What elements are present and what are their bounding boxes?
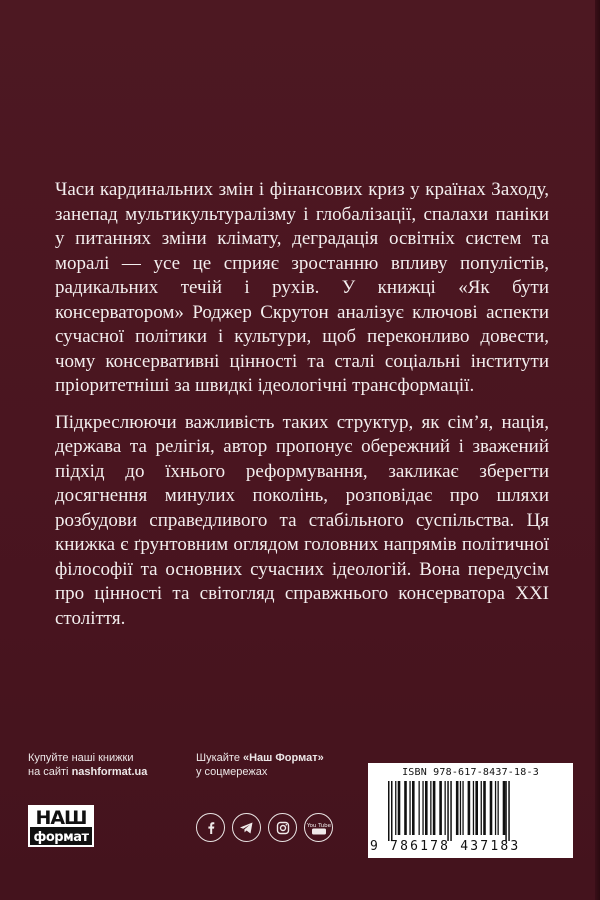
blurb-text (55, 178, 549, 643)
buy-line-1: Купуйте наші книжки (28, 752, 134, 764)
buy-line-2 (28, 765, 147, 779)
barcode-bars (382, 781, 560, 841)
blurb-paragraph-2: Підкреслюючи важливість таких структур, як сім’я, нація, держава та релігія, автор пропонує обережний і зважений підхід до їхнього реформування, закликає зберегти досягнення минулих поколінь, розповідає про шляхи розбудови справедливого та стабільного суспільства. Ця книжка є ґрунтовним оглядом головних напрямів політичної філософії та основних сучасних ідеологій. Вона передусім про цінності та світогляд справжнього консерватора XXI століття. (55, 411, 549, 629)
isbn-text: ISBN 978-617-8437-18-3 (402, 767, 539, 778)
social-brand: «Наш Формат» (243, 752, 324, 764)
publisher-site-link[interactable]: nashformat.ua (71, 766, 148, 778)
isbn-barcode (368, 763, 573, 858)
youtube-icon[interactable] (304, 813, 333, 842)
social-line-2: у соцмережах (196, 766, 268, 778)
facebook-icon[interactable] (196, 813, 225, 842)
instagram-icon[interactable] (268, 813, 297, 842)
barcode-digits: 9 786178 437183 (370, 839, 521, 854)
social-prefix: Шукайте (196, 752, 243, 764)
youtube-icon-label: You Tube (306, 822, 331, 829)
cover-edge (595, 0, 600, 900)
buy-info (28, 751, 147, 779)
buy-line-2-prefix: на сайті (28, 766, 72, 778)
social-info (196, 751, 324, 779)
social-line-1 (196, 751, 324, 765)
blurb-paragraph-1: Часи кардинальних змін і фінансових криз у країнах Заходу, занепад мультикультуралізму і глобалізації, спалахи паніки у питаннях зміни клімату, деградація освітніх систем та моралі — усе це сприяє зростанню впливу популістів, радикальних течій і рухів. У книжці «Як бути консерватором» Роджер Скрутон аналізує ключові аспекти сучасної політики і культури, щоб переконливо довести, чому консервативні цінності та сталі соціальні інститути пріоритетніші за швидкі ідеологічні трансформації. (55, 179, 549, 396)
telegram-icon[interactable] (232, 813, 261, 842)
social-icons (196, 813, 333, 842)
publisher-logo (28, 805, 94, 847)
logo-bottom-text: формат (33, 830, 89, 845)
logo-top-text: НАШ (35, 807, 87, 829)
